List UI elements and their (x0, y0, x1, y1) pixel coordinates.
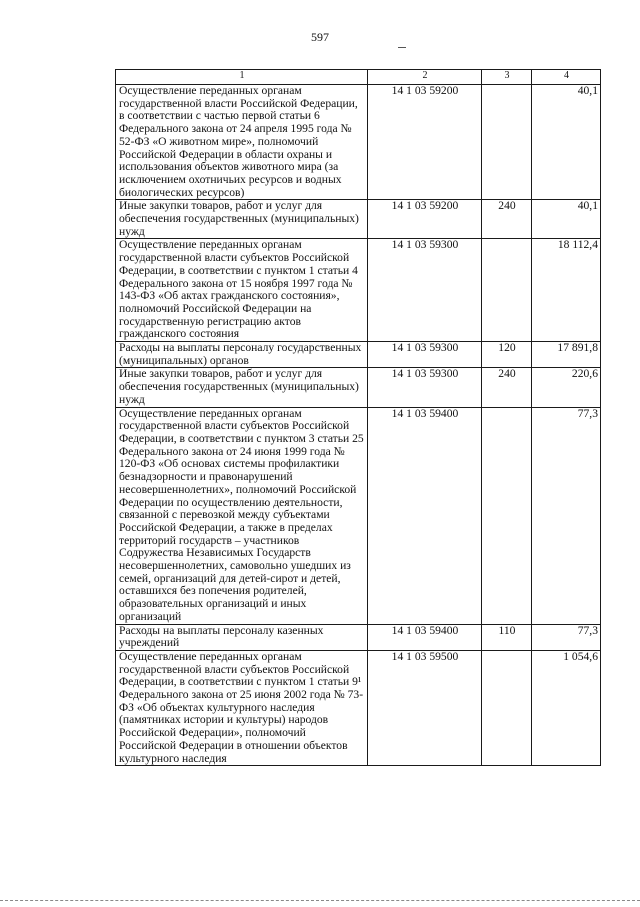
row-code: 14 1 03 59200 (368, 200, 482, 239)
row-name: Расходы на выплаты персоналу казенных учреждений (116, 624, 368, 650)
table-row (116, 407, 601, 624)
row-sum: 40,1 (532, 85, 601, 200)
table-row (116, 200, 601, 239)
header-col-1: 1 (116, 70, 368, 85)
table-row (116, 85, 601, 200)
table-row (116, 342, 601, 368)
row-sum: 40,1 (532, 200, 601, 239)
page-number: 597 (311, 30, 329, 44)
row-sum: 1 054,6 (532, 650, 601, 765)
row-type (482, 650, 532, 765)
table-row (116, 239, 601, 342)
row-name: Иные закупки товаров, работ и услуг для обеспечения государственных (муниципальных) нужд (116, 368, 368, 407)
header-col-4: 4 (532, 70, 601, 85)
header-col-3: 3 (482, 70, 532, 85)
row-code: 14 1 03 59500 (368, 650, 482, 765)
budget-table (115, 69, 601, 766)
row-name: Осуществление переданных органам государственной власти субъектов Российской Федерации, в соответствии с пунктом 3 статьи 25 Федерального закона от 24 июня 1999 года № 120-ФЗ «Об основах системы профилактики безнадзорности и правонарушений несовершеннолетних», полномочий Российской Федерации по осуществлению деятельности, связанной с перевозкой между субъектами Российской Федерации, а также в пределах территорий государств – участников Содружества Независимых Государств несовершеннолетних, самовольно ушедших из семей, организаций для детей-сирот и детей, оставшихся без попечения родителей, образовательных организаций и иных организаций (116, 407, 368, 624)
row-name: Осуществление переданных органам государственной власти субъектов Российской Федерации, в соответствии с пунктом 1 статьи 9¹ Федерального закона от 25 июня 2002 года № 73-ФЗ «Об объектах культурного наследия (памятниках истории и культуры) народов Российской Федерации», полномочий Российской Федерации в отношении объектов культурного наследия (116, 650, 368, 765)
row-name: Иные закупки товаров, работ и услуг для обеспечения государственных (муниципальных) нужд (116, 200, 368, 239)
row-code: 14 1 03 59400 (368, 624, 482, 650)
row-code: 14 1 03 59300 (368, 239, 482, 342)
row-type (482, 239, 532, 342)
row-type: 120 (482, 342, 532, 368)
row-code: 14 1 03 59200 (368, 85, 482, 200)
row-code: 14 1 03 59300 (368, 342, 482, 368)
row-name: Расходы на выплаты персоналу государственных (муниципальных) органов (116, 342, 368, 368)
row-type: 240 (482, 368, 532, 407)
row-type: 110 (482, 624, 532, 650)
table-row (116, 624, 601, 650)
table-row (116, 368, 601, 407)
row-type (482, 85, 532, 200)
scan-mark (398, 47, 406, 48)
row-name: Осуществление переданных органам государственной власти субъектов Российской Федерации, в соответствии с пунктом 1 статьи 4 Федерального закона от 15 ноября 1997 года № 143-ФЗ «Об актах гражданского состояния», полномочий Российской Федерации на государственную регистрацию актов гражданского состояния (116, 239, 368, 342)
table-row (116, 650, 601, 765)
row-code: 14 1 03 59400 (368, 407, 482, 624)
row-sum: 220,6 (532, 368, 601, 407)
row-type: 240 (482, 200, 532, 239)
row-sum: 77,3 (532, 624, 601, 650)
header-row (116, 70, 601, 85)
row-sum: 18 112,4 (532, 239, 601, 342)
row-code: 14 1 03 59300 (368, 368, 482, 407)
row-type (482, 407, 532, 624)
row-sum: 17 891,8 (532, 342, 601, 368)
row-name: Осуществление переданных органам государственной власти Российской Федерации, в соответствии с частью первой статьи 6 Федерального закона от 24 апреля 1995 года № 52-ФЗ «О животном мире», полномочий Российской Федерации в области охраны и использования объектов животного мира (за исключением охотничьих ресурсов и водных биологических ресурсов) (116, 85, 368, 200)
row-sum: 77,3 (532, 407, 601, 624)
scan-edge-line (0, 900, 640, 902)
header-col-2: 2 (368, 70, 482, 85)
